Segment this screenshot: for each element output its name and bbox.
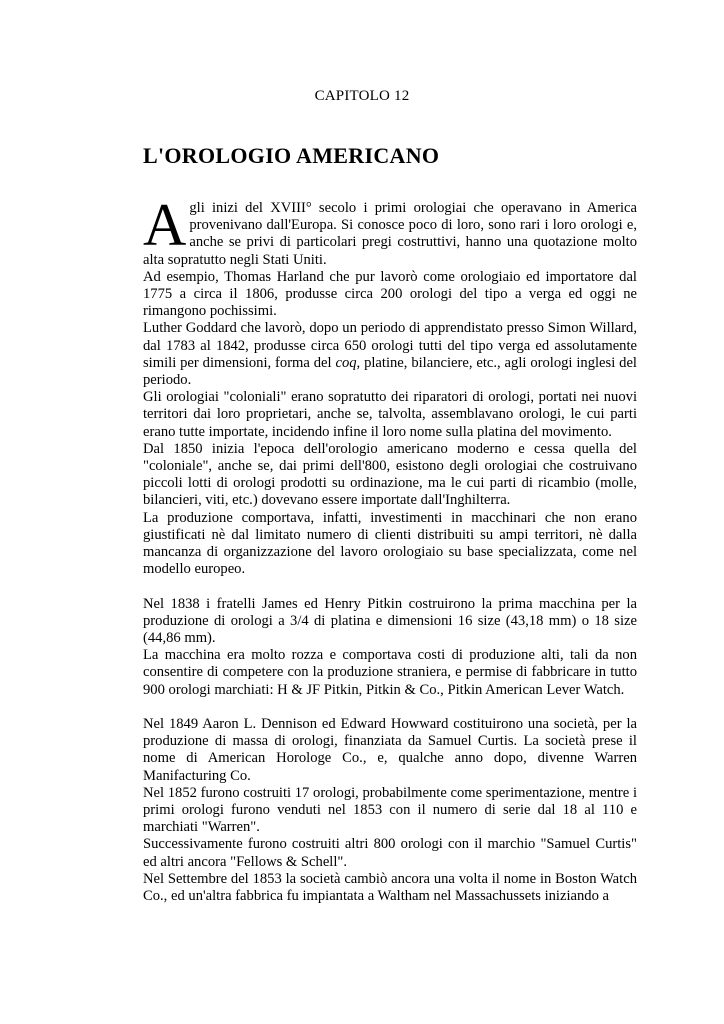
paragraph-curtis: Successivamente furono costruiti altri 800 orologi con il marchio "Samuel Curtis" ed altri ancora "Fellows & Schell". bbox=[143, 836, 637, 870]
paragraph-1852: Nel 1852 furono costruiti 17 orologi, probabilmente come sperimentazione, mentre i primi orologi furono venduti nel 1853 con il numero di serie dal 18 al 110 e marchiati "Warren". bbox=[143, 784, 637, 836]
paragraph-colonial: Gli orologiai "coloniali" erano sopratutto dei riparatori di orologi, portati nei nuovi territori dai loro proprietari, anche se, talvolta, assemblavano orologi, le cui parti erano tutte importate, incidendo infine il loro nome sulla platina del movimento. bbox=[143, 389, 637, 440]
paragraph-machine: La macchina era molto rozza e comportava costi di produzione alti, tali da non consentire di competere con la produzione straniera, e permise di fabbricare in tutto 900 orologi marchiati: H & JF Pitkin, Pitkin & Co., Pitkin American Lever Watch. bbox=[143, 647, 637, 698]
body-text bbox=[143, 192, 637, 905]
paragraph-production: La produzione comportava, infatti, investimenti in macchinari che non erano giustificati nè dal limitato numero di clienti distribuiti su ampi territori, nè dalla mancanza di organizzazione del lavoro orologiaio su base specializzata, come nel modello europeo. bbox=[143, 509, 637, 578]
paragraph-1850: Dal 1850 inizia l'epoca dell'orologio americano moderno e cessa quella del "coloniale", anche se, dai primi dell'800, esistono degli orologiai che costruivano piccoli lotti di orologi prodotti su ordinazione, ma le cui parti di ricambio (molle, bilancieri, viti, etc.) dovevano essere importate dall'Inghilterra. bbox=[143, 440, 637, 509]
paragraph-text: Luther Goddard che lavorò, dopo un periodo di apprendistato presso Simon Willard, dal 1783 al 1842, produsse circa 650 orologi tutti del tipo verga ed assolutamente simili per dimensioni, forma del bbox=[143, 320, 637, 371]
paragraph-pitkin: Nel 1838 i fratelli James ed Henry Pitkin costruirono la prima macchina per la produzione di orologi a 3/4 di platina e dimensioni 16 size (43,18 mm) o 18 size (44,86 mm). bbox=[143, 595, 637, 647]
paragraph-goddard bbox=[143, 320, 637, 389]
paragraph-dennison: Nel 1849 Aaron L. Dennison ed Edward Howward costituirono una società, per la produzione di massa di orologi, finanziata da Samuel Curtis. La società prese il nome di American Horologe Co., e, qualche anno dopo, divenne Warren Manifacturing Co. bbox=[143, 716, 637, 784]
paragraph-text: , platine, bilanciere, etc., agli orologi inglesi del periodo. bbox=[143, 354, 637, 389]
paragraph-intro bbox=[143, 192, 637, 269]
paragraph-harland: Ad esempio, Thomas Harland che pur lavorò come orologiaio ed importatore dal 1775 a circa il 1806, produsse circa 200 orologi del tipo a verga ed oggi ne rimangono pochissimi. bbox=[143, 268, 637, 320]
paragraph-text: gli inizi del XVIII° secolo i primi orologiai che operavano in America provenivano dall'Europa. Si conosce poco di loro, sono rari i loro orologi e, anche se privi di particolari pregi costruttivi, hanno una quotazione molto alta sopratutto negli Stati Uniti. bbox=[143, 200, 637, 268]
chapter-title: L'OROLOGIO AMERICANO bbox=[143, 143, 440, 168]
chapter-label: CAPITOLO 12 bbox=[314, 88, 410, 104]
italic-term: coq bbox=[335, 354, 357, 371]
drop-cap: A bbox=[143, 192, 187, 258]
paragraph-boston: Nel Settembre del 1853 la società cambiò ancora una volta il nome in Boston Watch Co., ed un'altra fabbrica fu impiantata a Waltham nel Massachussets iniziando a bbox=[143, 870, 637, 905]
